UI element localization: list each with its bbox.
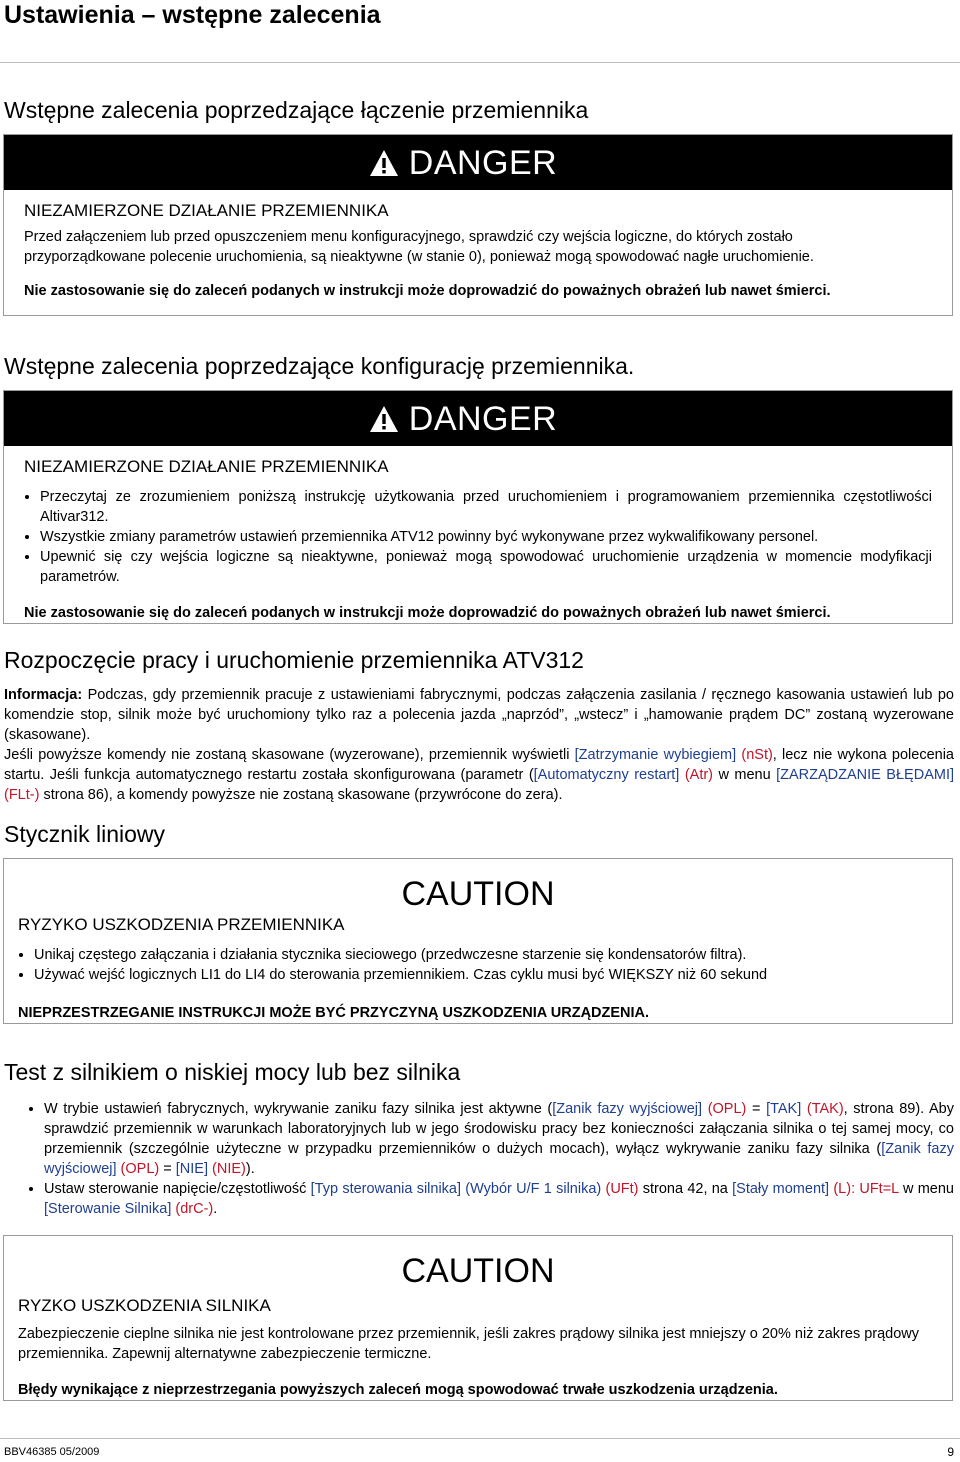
hazard-title: NIEZAMIERZONE DZIAŁANIE PRZEMIENNIKA [24,201,389,220]
text-run: ). [245,1161,255,1177]
danger-text-line: Przed załączeniem lub przed opuszczeniem menu konfiguracyjnego, sprawdzić czy wejścia logiczne, do których zostało [24,229,793,245]
caution-consequence: NIEPRZESTRZEGANIE INSTRUKCJI MOŻE BYĆ PRZYCZYNĄ USZKODZENIA URZĄDZENIA. [18,1005,650,1021]
text-run: w menu [713,767,777,783]
menu-code: (drC-) [175,1201,214,1217]
parameter-code: (Atr) [684,767,713,783]
signal-word: CAUTION [401,875,555,913]
signal-word: DANGER [408,399,558,438]
caution-header [4,1236,952,1288]
hazard-title: RYZKO USZKODZENIA SILNIKA [18,1296,271,1315]
menu-link[interactable]: [ZARZĄDZANIE BŁĘDAMI] [776,767,954,783]
value-link[interactable]: [TAK] [766,1101,802,1117]
caution-box-motor [3,1235,953,1401]
value-code: (L): UFt=L [833,1181,899,1197]
document-code: BBV46385 05/2009 [4,1446,100,1458]
value-link[interactable]: [Stały moment] [732,1181,830,1197]
text-run: strona 42, na [638,1181,733,1197]
danger-consequence: Nie zastosowanie się do zaleceń podanych w instrukcji może doprowadzić do poważnych obrażeń lub nawet śmierci. [24,283,831,299]
page-number: 9 [947,1445,954,1459]
test-bullet-phase-loss [28,1099,954,1179]
hazard-title: RYZYKO USZKODZENIA PRZEMIENNIKA [18,915,345,934]
text-run: Ustaw sterowanie napięcie/częstotliwość [44,1181,311,1197]
text-run: Jeśli powyższe komendy nie zostaną skasowane (wyzerowane), przemiennik wyświetli [4,747,575,763]
text-run: w menu [898,1181,954,1197]
section-heading-connection: Wstępne zalecenia poprzedzające łączenie przemiennika [4,97,589,123]
menu-code: (FLt-) [4,787,40,803]
value-link[interactable]: [NIE] [175,1161,208,1177]
page-title: Ustawienia – wstępne zalecenia [4,1,381,29]
text-run: , lecz nie wykona polecenia startu. Jeśli funkcja automatycznego restartu została skonfigurowana (parametr ( [4,747,955,783]
danger-box-configuration [3,390,953,624]
parameter-link[interactable]: [Zanik fazy wyjściowej] [552,1101,703,1117]
parameter-link[interactable]: [Automatyczny restart] [533,767,680,783]
signal-word: CAUTION [401,1252,555,1290]
signal-word: DANGER [408,143,558,182]
danger-bullet: Przeczytaj ze zrozumieniem poniższą instrukcję użytkowania przed uruchomieniem i programowaniem przemiennika częstotliwości Altivar312. [24,487,932,527]
danger-bullet: Wszystkie zmiany parametrów ustawień przemiennika ATV12 powinny być wykonywane przez wykwalifikowany personel. [24,527,932,547]
danger-bullet: Upewnić się czy wejścia logiczne są nieaktywne, ponieważ mogą spowodować uruchomienie urządzenia w momencie modyfikacji parametrów. [24,547,932,587]
caution-box-contactor [3,858,953,1024]
info-paragraph [4,685,954,745]
parameter-code: (OPL) [120,1161,160,1177]
caution-header [4,859,952,911]
text-run: = [159,1161,176,1177]
value-code: (NIE) [212,1161,246,1177]
text-run: = [746,1101,767,1117]
danger-banner [4,135,952,190]
danger-text-line: przyporządkowane polecenie uruchomienia, są nieaktywne (w stanie 0), ponieważ mogą spowodować nagłe uruchomienie. [24,249,814,265]
menu-link[interactable]: [Sterowanie Silnika] [44,1201,172,1217]
section-heading-low-power-test: Test z silnikiem o niskiej mocy lub bez silnika [4,1059,461,1085]
text-run: , strona 89). Aby sprawdzić przemiennik w warunkach laboratoryjnych lub w jego środowisku pracy bez konieczności załączania silnika o tej samej mocy, co przemiennik (szczególnie użyteczne w przypadku przemienników o dużych mocach), wyłącz wykrywanie zaniku fazy silnika ( [44,1101,955,1157]
text-run: strona 86), a komendy powyższe nie zostaną skasowane (przywrócone do zera). [39,787,563,803]
parameter-link[interactable]: [Typ sterowania silnika] [310,1181,462,1197]
restart-paragraph [4,745,954,805]
section-heading-startup: Rozpoczęcie pracy i uruchomienie przemiennika ATV312 [4,647,584,673]
value-code: (TAK) [806,1101,844,1117]
parameter-subtitle: (Wybór U/F 1 silnika) [461,1181,602,1197]
parameter-link[interactable]: [Zatrzymanie wybiegiem] [574,747,737,763]
caution-text: Zabezpieczenie cieplne silnika nie jest kontrolowane przez przemiennik, jeśli zakres prądowy silnika jest mniejszy o 20% niż zakres prądowy przemiennika. Zapewnij alternatywne zabezpieczenie termiczne. [18,1326,920,1362]
title-divider [0,62,960,63]
footer-divider [0,1438,960,1439]
warning-triangle-icon [369,405,399,433]
info-label: Informacja: [4,687,83,703]
text-run: W trybie ustawień fabrycznych, wykrywanie zaniku fazy silnika jest aktywne ( [44,1101,553,1117]
danger-consequence: Nie zastosowanie się do zaleceń podanych w instrukcji może doprowadzić do poważnych obrażeń lub nawet śmierci. [24,605,831,621]
test-bullet-uf-control [28,1179,954,1219]
caution-consequence: Błędy wynikające z nieprzestrzegania powyższych zaleceń mogą spowodować trwałe uszkodzenia urządzenia. [18,1382,778,1398]
hazard-title: NIEZAMIERZONE DZIAŁANIE PRZEMIENNIKA [24,457,389,476]
section-heading-configuration: Wstępne zalecenia poprzedzające konfigurację przemiennika. [4,353,635,379]
parameter-code: (nSt) [741,747,773,763]
info-text: Podczas, gdy przemiennik pracuje z ustawieniami fabrycznymi, podczas załączenia zasilania / ręcznego kasowania ustawień lub po komendzie stop, silnik może być uruchomiony tylko raz a polecenia jazda „naprzód”, „wstecz” i „hamowanie prądem DC” zostaną wyzerowane (skasowane). [4,687,954,743]
parameter-code: (UFt) [605,1181,639,1197]
caution-bullet: Używać wejść logicznych LI1 do LI4 do sterowania przemiennikiem. Czas cyklu musi być WIĘKSZY niż 60 sekund [18,965,932,985]
parameter-code: (OPL) [707,1101,747,1117]
caution-bullet: Unikaj częstego załączania i działania stycznika sieciowego (przedwczesne starzenie się kondensatorów filtra). [18,945,932,965]
text-run: . [213,1201,218,1217]
danger-box-connection [3,134,953,316]
warning-triangle-icon [369,149,399,177]
danger-banner [4,391,952,446]
parameter-link[interactable]: [Zanik fazy wyjściowej] [44,1141,955,1177]
section-heading-line-contactor: Stycznik liniowy [4,821,166,847]
